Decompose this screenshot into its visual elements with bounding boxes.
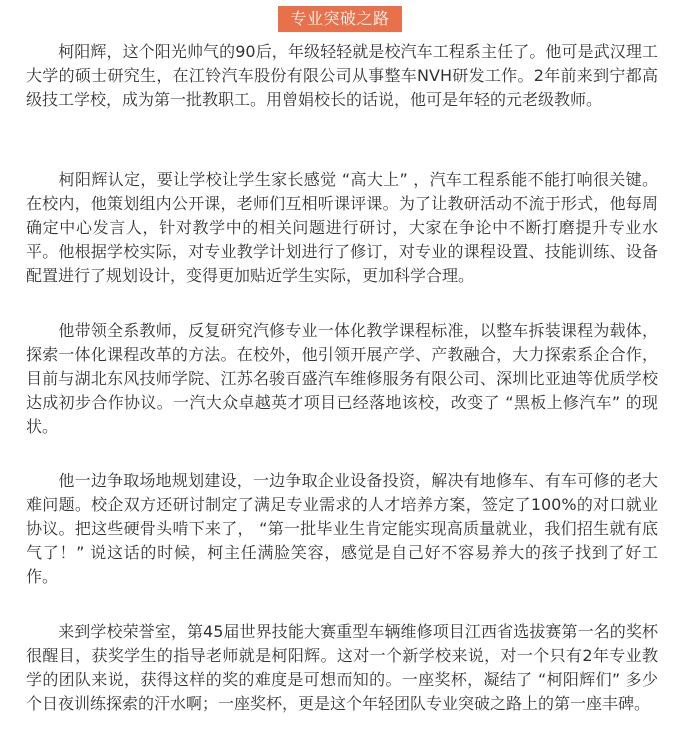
paragraph-teaching-research: 柯阳辉认定，要让学校让学生家长感觉 “高大上” ，汽车工程系能不能打响很关键。在校内，他策划组内公开课，老师们互相听课评课。为了让教研活动不流于形式，他每周确定中心发言人，针对教学中的相关问题进行研讨，大家在争论中不断打磨提升专业水平。他根据学校实际，对专业教学计划进行了修订，对专业的课程设置、技能训练、设备配置进行了规划设计，变得更加贴近学生实际，更加科学合理。 — [26, 170, 658, 285]
paragraph-school-enterprise: 他一边争取场地规划建设，一边争取企业设备投资，解决有地修车、有车可修的老大难问题。校企双方还研讨制定了满足专业需求的人才培养方案，签定了100%的对口就业协议。把这些硬骨头啃下来了， “第一批毕业生肯定能实现高质量就业，我们招生就有底气了！” 说这话的时候，柯主任满脸笑容，感觉是自己好不容易养大的孩子找到了好工作。 — [26, 471, 658, 586]
section-header — [0, 6, 680, 32]
paragraph-honor-room: 来到学校荣誉室，第45届世界技能大赛重型车辆维修项目江西省选拔赛第一名的奖杯很醒目，获奖学生的指导老师就是柯阳辉。这对一个新学校来说，对一个只有2年专业教学的团队来说，获得这样的奖的难度是可想而知的。一座奖杯，凝结了 “柯阳辉们” 多少个日夜训练探索的汗水啊；一座奖杯，更是这个年轻团队专业突破之路上的第一座丰碑。 — [26, 622, 658, 713]
paragraph-intro: 柯阳辉，这个阳光帅气的90后，年级轻轻就是校汽车工程系主任了。他可是武汉理工大学的硕士研究生，在江铃汽车股份有限公司从事整车NVH研发工作。2年前来到宁都高级技工学校，成为第一批教职工。用曾娟校长的话说，他可是年轻的元老级教师。 — [26, 42, 658, 109]
paragraph-curriculum-reform: 他带领全系教师，反复研究汽修专业一体化教学课程标准，以整车拆装课程为载体，探索一体化课程改革的方法。在校外，他引领开展产学、产教融合，大力探索系企合作，目前与湖北东风技师学院、江苏名骏百盛汽车维修服务有限公司、深圳比亚迪等优质学校达成初步合作协议。一汽大众卓越英才项目已经落地该校，改变了 “黑板上修汽车” 的现状。 — [26, 321, 658, 436]
section-title-tag: 专业突破之路 — [278, 6, 401, 32]
